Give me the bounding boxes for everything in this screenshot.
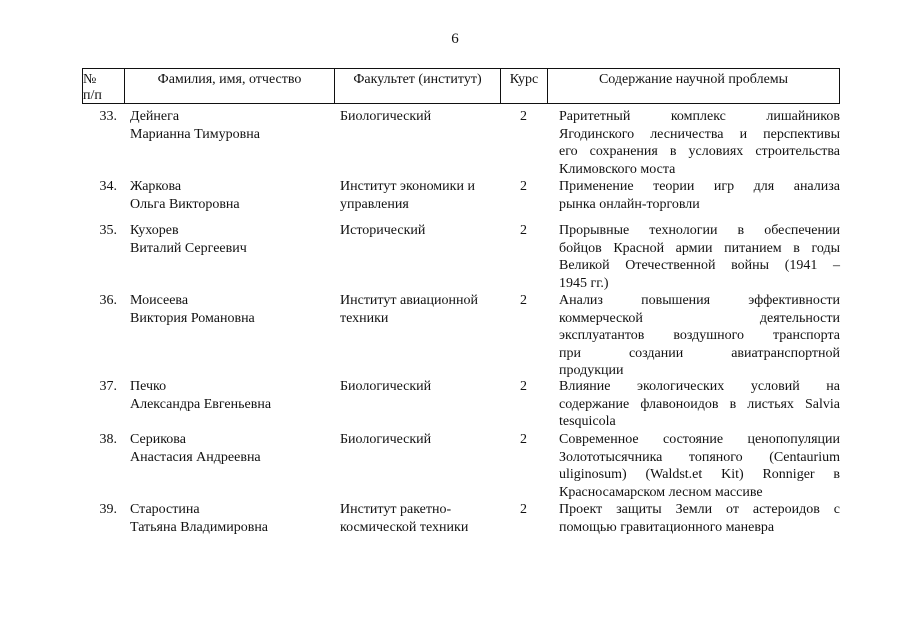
student-given-names: Марианна Тимуровна: [130, 126, 260, 142]
header-name: Фамилия, имя, отчество: [124, 69, 334, 103]
student-surname: Жаркова: [130, 179, 182, 194]
student-surname: Печко: [130, 379, 167, 394]
problem-line: uliginosum) (Waldst.et Kit) Ronniger в: [559, 467, 840, 482]
table-row: [82, 378, 840, 431]
faculty-line: Биологический: [340, 432, 432, 447]
student-name: [124, 431, 334, 501]
problem-line: Золототысячника топяного (Centaurium: [559, 449, 840, 465]
student-faculty: [334, 431, 500, 501]
faculty-line: Институт авиационной: [340, 293, 478, 308]
faculty-line: космической техники: [340, 519, 469, 535]
table-row: [82, 178, 840, 213]
student-name: [124, 501, 334, 536]
problem-line: Анализ повышения эффективности: [559, 293, 840, 308]
faculty-line: техники: [340, 310, 389, 326]
student-name: [124, 178, 334, 213]
student-faculty: [334, 292, 500, 380]
problem-line: Прорывные технологии в обеспечении: [559, 223, 840, 238]
problem-line: Ягодинского лесничества и перспективы: [559, 126, 840, 142]
research-problem: [547, 431, 840, 501]
student-faculty: [334, 378, 500, 431]
header-number-line1: №: [83, 71, 97, 87]
student-faculty: [334, 108, 500, 178]
student-surname: Дейнега: [130, 109, 180, 124]
problem-line: Великой Отечественной войны (1941 –: [559, 258, 840, 273]
problem-line: содержание флавоноидов в листьях Salvia: [559, 396, 840, 412]
problem-line: Красносамарском лесном массиве: [559, 484, 763, 500]
problem-line: Влияние экологических условий на: [559, 379, 840, 394]
table-row: [82, 292, 840, 380]
student-surname: Старостина: [130, 502, 200, 517]
row-number: 34.: [99, 179, 117, 194]
student-name: [124, 222, 334, 292]
page-number: 6: [451, 31, 459, 47]
student-given-names: Виктория Романовна: [130, 310, 255, 326]
student-faculty: [334, 501, 500, 536]
student-course: 2: [520, 432, 527, 447]
problem-line: эксплуатантов воздушного транспорта: [559, 328, 840, 343]
student-course: 2: [520, 502, 527, 517]
table-row: [82, 431, 840, 501]
student-course: 2: [520, 179, 527, 194]
problem-line: Современное состояние ценопопуляции: [559, 432, 840, 447]
problem-line: Раритетный комплекс лишайников: [559, 109, 840, 124]
student-given-names: Анастасия Андреевна: [130, 449, 261, 465]
row-number: 33.: [99, 109, 117, 124]
research-problem: [547, 178, 840, 213]
research-problem: [547, 501, 840, 536]
student-faculty: [334, 222, 500, 292]
problem-line: 1945 гг.): [559, 275, 609, 291]
row-number: 37.: [99, 379, 117, 394]
header-problem: Содержание научной проблемы: [547, 69, 840, 103]
table-row: [82, 108, 840, 178]
row-number: 36.: [99, 293, 117, 308]
faculty-line: управления: [340, 196, 409, 212]
faculty-line: Институт ракетно-: [340, 502, 452, 517]
row-number: 38.: [99, 432, 117, 447]
student-faculty: [334, 178, 500, 213]
problem-line: при создании авиатранспортной: [559, 345, 840, 361]
student-surname: Серикова: [130, 432, 186, 447]
student-course: 2: [520, 379, 527, 394]
student-course: 2: [520, 293, 527, 308]
research-problem: [547, 292, 840, 380]
problem-line: помощью гравитационного маневра: [559, 519, 775, 535]
student-course: 2: [520, 109, 527, 124]
student-course: 2: [520, 223, 527, 238]
research-problem: [547, 378, 840, 431]
header-faculty: Факультет (институт): [334, 69, 500, 103]
faculty-line: Биологический: [340, 109, 432, 124]
student-given-names: Александра Евгеньевна: [130, 396, 272, 412]
student-given-names: Ольга Викторовна: [130, 196, 240, 212]
research-problem: [547, 108, 840, 178]
table-header: [82, 68, 840, 104]
research-problem: [547, 222, 840, 292]
student-name: [124, 378, 334, 431]
students-table: [82, 68, 840, 535]
header-number: [82, 69, 124, 103]
faculty-line: Биологический: [340, 379, 432, 394]
student-given-names: Татьяна Владимировна: [130, 519, 269, 535]
row-number: 35.: [99, 223, 117, 238]
problem-line: Климовского моста: [559, 161, 676, 177]
faculty-line: Институт экономики и: [340, 179, 475, 194]
header-number-line2: п/п: [83, 87, 102, 103]
problem-line: tesquicola: [559, 414, 616, 429]
problem-line: бойцов Красной армии питанием в годы: [559, 240, 840, 256]
student-name: [124, 108, 334, 178]
student-surname: Кухорев: [130, 223, 179, 238]
row-number: 39.: [99, 502, 117, 517]
problem-line: его сохранения в условиях строительства: [559, 144, 840, 159]
problem-line: рынка онлайн-торговли: [559, 196, 700, 212]
table-row: [82, 501, 840, 536]
problem-line: продукции: [559, 363, 624, 378]
header-course: Курс: [500, 69, 547, 103]
problem-line: коммерческой деятельности: [559, 310, 840, 326]
student-name: [124, 292, 334, 380]
problem-line: Проект защиты Земли от астероидов с: [559, 502, 840, 517]
table-row: [82, 222, 840, 292]
problem-line: Применение теории игр для анализа: [559, 179, 840, 194]
student-surname: Моисеева: [130, 293, 189, 308]
faculty-line: Исторический: [340, 223, 426, 238]
student-given-names: Виталий Сергеевич: [130, 240, 247, 256]
